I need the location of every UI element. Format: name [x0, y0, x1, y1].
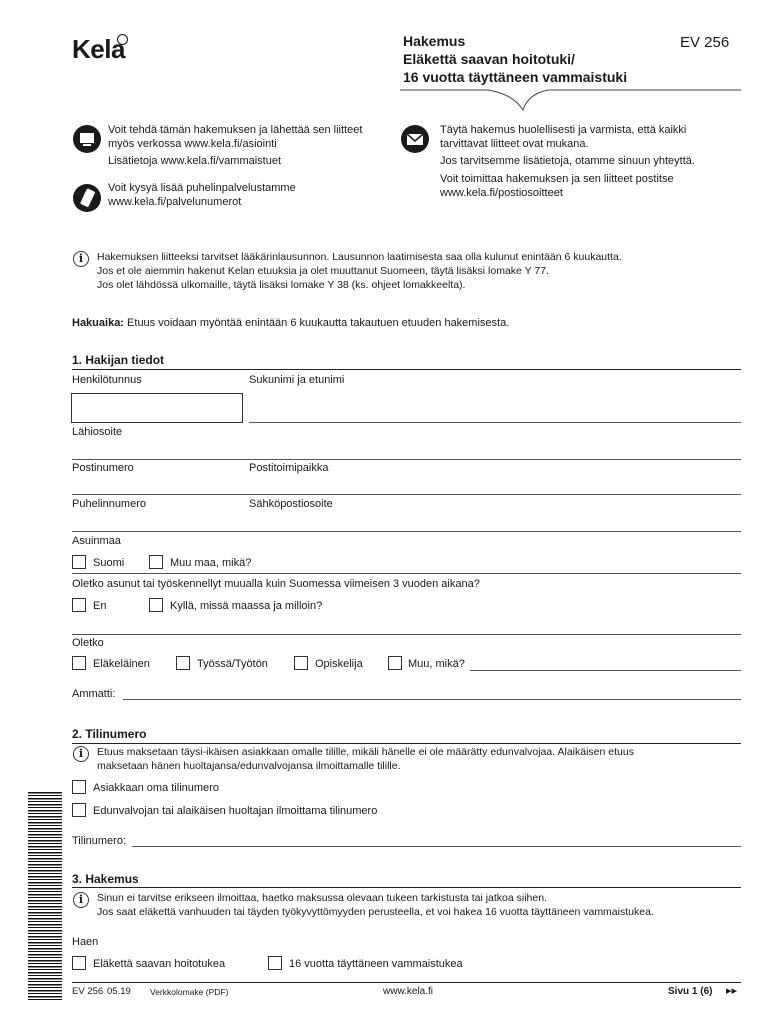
footer-rule — [72, 982, 741, 983]
opiskelija-checkbox[interactable] — [294, 656, 308, 670]
oma-tilinumero-checkbox[interactable] — [72, 780, 86, 794]
henkilotunnus-label: Henkilötunnus — [72, 374, 142, 386]
intro-mail-4: Voit toimittaa hakemuksen ja sen liitteet postitse — [440, 173, 674, 185]
tilinumero-label: Tilinumero: — [72, 835, 126, 847]
section3-info-1: Sinun ei tarvitse erikseen ilmoittaa, haetko maksussa olevaan tukeen tarkistusta tai jatkoa siihen. — [97, 892, 547, 904]
kela-logo: Kela — [72, 34, 125, 64]
section-3-rule — [72, 887, 741, 888]
footer-date: 05.19 — [107, 986, 131, 997]
hoitotuki-label: Eläkettä saavan hoitotukea — [93, 958, 226, 970]
info1-line-2: Jos et ole aiemmin hakenut Kelan etuuksia ja olet muuttanut Suomeen, täytä lisäksi lomake Y 77. — [97, 265, 549, 277]
footer-type: Verkkolomake (PDF) — [150, 987, 229, 997]
abroad-question: Oletko asunut tai työskennellyt muualla kuin Suomessa viimeisen 3 vuoden aikana? — [72, 578, 480, 590]
intro-mail-5: www.kela.fi/postiosoitteet — [440, 187, 563, 199]
lahiosoite-label: Lähiosoite — [72, 426, 123, 438]
nimi-input[interactable] — [249, 422, 741, 423]
abroad-input[interactable] — [72, 634, 741, 635]
sahkoposti-label: Sähköpostiosoite — [249, 498, 333, 510]
postitoimipaikka-label: Postitoimipaikka — [249, 462, 329, 474]
edunvalvoja-tilinumero-label: Edunvalvojan tai alaikäisen huoltajan ilmoittama tilinumero — [93, 805, 378, 817]
section2-info-1: Etuus maksetaan täysi-ikäisen asiakkaan omalle tilille, mikäli hänelle ei ole määrätty edunvalvojaa. Alaikäisen etuus — [97, 746, 634, 758]
tilinumero-input[interactable] — [132, 846, 741, 847]
footer-page: Sivu 1 (6) — [668, 986, 713, 997]
header-bubble-line — [398, 84, 743, 114]
asuinmaa-rule — [72, 573, 741, 574]
puhelin-input[interactable] — [72, 531, 741, 532]
ammatti-label: Ammatti: — [72, 688, 116, 700]
muu-label: Muu, mikä? — [408, 658, 465, 670]
kela-logo-mark-icon — [117, 34, 128, 45]
intro-online-3: Lisätietoja www.kela.fi/vammaistuet — [108, 155, 282, 167]
intro-mail-3: Jos tarvitsemme lisätietoja, otamme sinuun yhteyttä. — [440, 155, 695, 167]
form-code: EV 256 — [680, 34, 730, 51]
muu-input[interactable] — [470, 670, 741, 671]
oletko-label: Oletko — [72, 637, 104, 649]
vammaistuki-label: 16 vuotta täyttäneen vammaistukea — [289, 958, 463, 970]
elakelainen-checkbox[interactable] — [72, 656, 86, 670]
intro-online-2: myös verkossa www.kela.fi/asiointi — [108, 138, 277, 150]
footer-code: EV 256 — [72, 986, 104, 997]
form-title-3: 16 vuotta täyttäneen vammaistuki — [403, 69, 628, 85]
haen-label: Haen — [72, 936, 99, 948]
envelope-icon — [400, 124, 430, 154]
info-icon: i — [73, 892, 89, 908]
next-page-icon: ▸▸ — [726, 985, 738, 997]
section-2-title: 2. Tilinumero — [72, 727, 147, 741]
kylla-checkbox[interactable] — [149, 598, 163, 612]
intro-phone-1: Voit kysyä lisää puhelinpalvelustamme — [108, 182, 296, 194]
elakelainen-label: Eläkeläinen — [93, 658, 150, 670]
muu-checkbox[interactable] — [388, 656, 402, 670]
footer-url: www.kela.fi — [383, 986, 434, 997]
computer-icon — [72, 124, 102, 154]
intro-mail-1: Täytä hakemus huolellisesti ja varmista, että kaikki — [440, 124, 687, 136]
section3-info-2: Jos saat eläkettä vanhuuden tai täyden työkyvyttömyyden perusteella, et voi hakea 16 vuotta täyttäneen vammaistukea. — [97, 906, 654, 918]
suomi-checkbox[interactable] — [72, 555, 86, 569]
tyossa-label: Työssä/Työtön — [197, 658, 268, 670]
oma-tilinumero-label: Asiakkaan oma tilinumero — [93, 782, 219, 794]
asuinmaa-label: Asuinmaa — [72, 535, 121, 547]
tyossa-checkbox[interactable] — [176, 656, 190, 670]
puhelinnumero-label: Puhelinnumero — [72, 498, 146, 510]
info-icon: i — [73, 251, 89, 267]
edunvalvoja-tilinumero-checkbox[interactable] — [72, 803, 86, 817]
hakuaika — [72, 316, 509, 330]
intro-mail-2: tarvittavat liitteet ovat mukana. — [440, 138, 589, 150]
en-checkbox[interactable] — [72, 598, 86, 612]
section-2-rule — [72, 743, 741, 744]
nimi-label: Sukunimi ja etunimi — [249, 374, 345, 386]
section-3-title: 3. Hakemus — [72, 872, 139, 886]
section-1-rule — [72, 369, 741, 370]
hakuaika-text: Etuus voidaan myöntää enintään 6 kuukautta takautuen etuuden hakemisesta. — [127, 317, 510, 329]
ammatti-input[interactable] — [123, 699, 741, 700]
lahiosoite-input[interactable] — [72, 459, 741, 460]
section-1-title: 1. Hakijan tiedot — [72, 353, 165, 367]
info1-line-3: Jos olet lähdössä ulkomaille, täytä lisäksi lomake Y 38 (ks. ohjeet lomakkeelta). — [97, 279, 466, 291]
muu-maa-label: Muu maa, mikä? — [170, 557, 252, 569]
phone-icon — [72, 183, 102, 213]
suomi-label: Suomi — [93, 557, 125, 569]
en-label: En — [93, 600, 107, 612]
form-title-2: Eläkettä saavan hoitotuki/ — [403, 51, 575, 67]
form-title-1: Hakemus — [403, 33, 466, 49]
section2-info-2: maksetaan hänen huoltajansa/edunvalvojansa ilmoittamalle tilille. — [97, 760, 401, 772]
vammaistuki-checkbox[interactable] — [268, 956, 282, 970]
muu-maa-checkbox[interactable] — [149, 555, 163, 569]
postinumero-label: Postinumero — [72, 462, 134, 474]
kylla-label: Kyllä, missä maassa ja milloin? — [170, 600, 323, 612]
info-icon: i — [73, 746, 89, 762]
hoitotuki-checkbox[interactable] — [72, 956, 86, 970]
info1-line-1: Hakemuksen liitteeksi tarvitset lääkärinlausunnon. Lausunnon laatimisesta saa olla kulunut enintään 6 kuukautta. — [97, 251, 622, 263]
intro-online-1: Voit tehdä tämän hakemuksen ja lähettää sen liitteet — [108, 124, 363, 136]
intro-phone-2: www.kela.fi/palvelunumerot — [108, 196, 242, 208]
henkilotunnus-input[interactable] — [71, 393, 243, 423]
barcode — [28, 792, 62, 1002]
hakuaika-label: Hakuaika: — [72, 317, 124, 329]
opiskelija-label: Opiskelija — [315, 658, 363, 670]
postinumero-input[interactable] — [72, 494, 741, 495]
